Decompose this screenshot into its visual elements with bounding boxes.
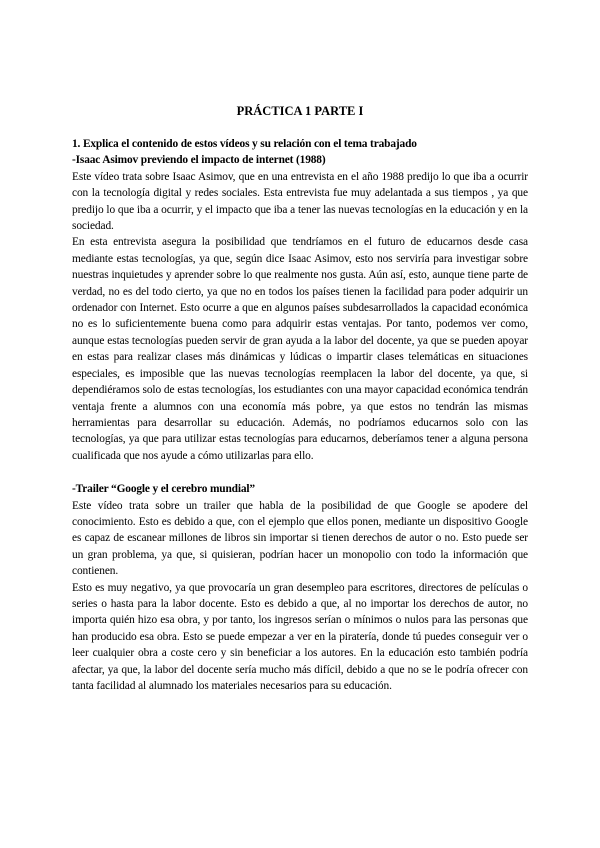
page-title: PRÁCTICA 1 PARTE I [236,104,364,118]
section-heading-asimov: -Isaac Asimov previendo el impacto de internet (1988) [72,154,326,167]
question-heading: 1. Explica el contenido de estos vídeos y su relación con el tema trabajado [72,138,417,150]
paragraph: Este vídeo trata sobre un trailer que habla de la posibilidad de que Google se apodere del conocimiento. Esto es debido a que, con el ejemplo que ellos ponen, mediante un dispositivo Google es capaz de escanear millones de libros sin importar si tienen derechos de autor o no. Esto puede ser un gran problema, ya que, si quisieran, podrían hacer un monopolio con todo la información que contienen. [72,499,528,578]
section-spacer [72,464,528,481]
paragraph: Este vídeo trata sobre Isaac Asimov, que en una entrevista en el año 1988 predijo lo que iba a ocurrir con la tecnología digital y redes sociales. Esta entrevista fue muy adelantada a sus tiempos , ya que predijo lo que iba a ocurrir, y el impacto que iba a tener las nuevas tecnologías en la educación y en la sociedad. [72,170,528,233]
section-heading-google: -Trailer “Google y el cerebro mundial” [72,483,255,496]
paragraph: En esta entrevista asegura la posibilidad que tendríamos en el futuro de educarnos desde casa mediante estas tecnologías, ya que, según dice Isaac Asimov, esto nos serviría para investigar sobre nuestras inquietudes y aprender sobre lo que realmente nos gusta. Aún así, esto, aunque tiene parte de verdad, no es del todo cierto, ya que no en todos los países tienen la facilidad para poder adquirir un ordenador con Internet. Esto ocurre a que en algunos países subdesarrollados la capacidad económica no es lo suficientemente buena como para adquirir estas ventajas. Por tanto, podemos ver como, aunque estas tecnologías pueden servir de gran ayuda a la labor del docente, ya que se pueden apoyar en estas para realizar clases más dinámicas y lúdicas o impartir clases telemáticas en situaciones especiales, es imposible que las nuevas tecnologías reemplacen la labor del docente, ya que, si dependiéramos solo de estas tecnologías, los estudiantes con una mayor capacidad económica tendrán ventaja frente a alumnos con una economía más pobre, ya que estos no tendrán las mismas herramientas para desarrollar su educación. Además, no podríamos educarnos solo con las tecnologías, ya que para utilizar estas tecnologías para educarnos, deberíamos tener a alguna persona cualificada que nos ayude a cómo utilizarlas para ello. [72,236,528,462]
document-page [72,103,528,694]
paragraph: Esto es muy negativo, ya que provocaría un gran desempleo para escritores, directores de películas o series o hasta para la labor docente. Esto es debido a que, al no importar los derechos de autor, no importa quién hizo esa obra, y por tanto, los ingresos serían o mínimos o nulos para las personas que han producido esa obra. Esto se puede empezar a ver en la piratería, donde tú puedes conseguir ver o leer cualquier obra a coste cero y sin beneficiar a los autores. En la educación esto también podría afectar, ya que, la labor del docente sería mucho más difícil, debido a que no se le podría ofrecer con tanta facilidad al alumnado los materiales necesarios para su educación. [72,581,528,692]
